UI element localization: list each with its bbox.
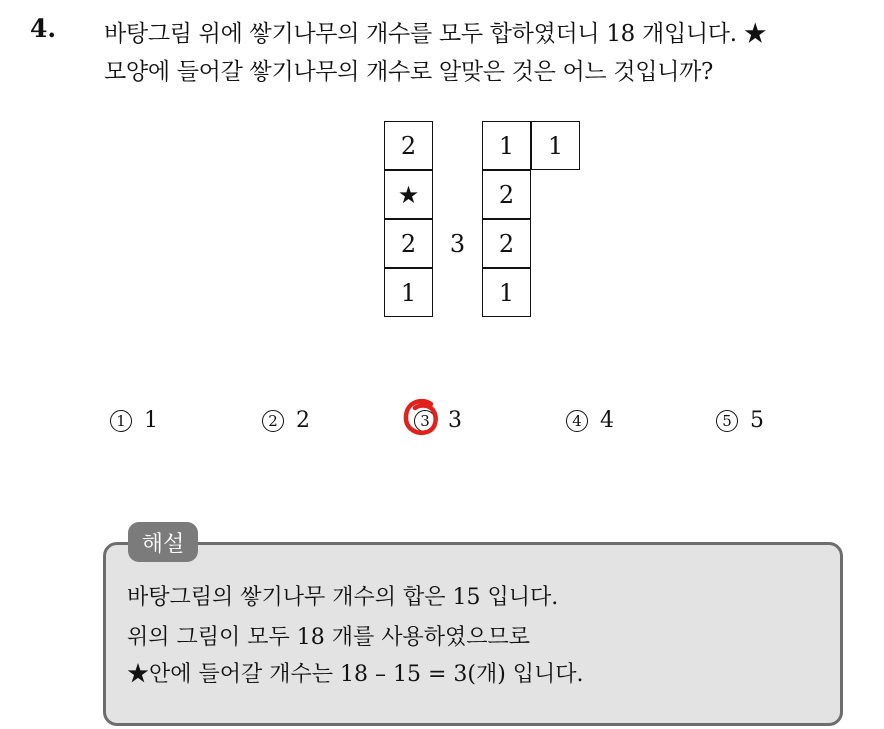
grid-cell: 2 <box>384 121 433 170</box>
question-text-line-2: 모양에 들어갈 쌓기나무의 개수로 알맞은 것은 어느 것입니까? <box>104 59 714 85</box>
choice-5-number: 5 <box>716 410 738 432</box>
grid-cell: 3 <box>449 229 466 258</box>
choice-1-number: 1 <box>110 410 132 432</box>
solution-line-2: 위의 그림이 모두 18 개를 사용하였으므로 <box>127 625 530 650</box>
choice-4-number: 4 <box>566 410 588 432</box>
choice-2-text: 2 <box>296 408 310 433</box>
grid-cell: 1 <box>384 268 433 317</box>
grid-cell: 2 <box>482 170 531 219</box>
choice-5-text: 5 <box>750 408 764 433</box>
question-text-line-1: 바탕그림 위에 쌓기나무의 개수를 모두 합하였더니 18 개입니다. ★ <box>104 21 767 47</box>
solution-line-1: 바탕그림의 쌓기나무 개수의 합은 15 입니다. <box>127 585 559 610</box>
grid-cell: 1 <box>482 268 531 317</box>
solution-line-3: ★안에 들어갈 개수는 18 – 15 = 3(개) 입니다. <box>127 662 584 687</box>
choice-1-text: 1 <box>144 408 158 433</box>
choice-2-number: 2 <box>262 410 284 432</box>
grid-cell-star: ★ <box>384 170 433 219</box>
choice-5[interactable] <box>716 408 764 433</box>
grid-cell: 2 <box>384 219 433 268</box>
choice-4[interactable] <box>566 408 614 433</box>
grid-cell: 1 <box>482 121 531 170</box>
choice-3-text: 3 <box>448 408 462 433</box>
choice-1[interactable] <box>110 408 158 433</box>
choice-4-text: 4 <box>600 408 614 433</box>
question-number: 4. <box>30 14 57 43</box>
choice-3-number: 3 <box>414 410 436 432</box>
answer-selection-circle-icon <box>401 396 441 438</box>
grid-cell: 1 <box>531 121 580 170</box>
solution-tag: 해설 <box>128 522 198 562</box>
grid-cell: 2 <box>482 219 531 268</box>
choice-2[interactable] <box>262 408 310 433</box>
